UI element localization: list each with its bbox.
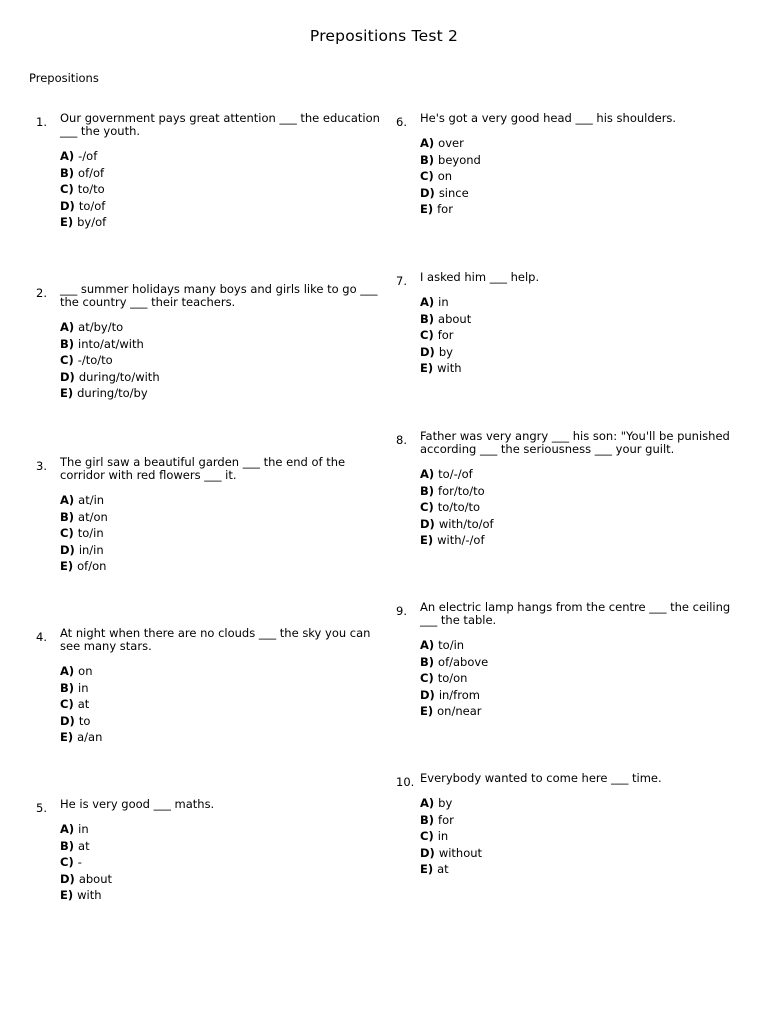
question-number: 4. (36, 630, 47, 644)
question-6 (396, 111, 740, 218)
option-a: A) -/of (60, 149, 98, 163)
question-text: The girl saw a beautiful garden ___ the end of the corridor with red flowers ___ it. (60, 455, 346, 482)
option-d: D) without (420, 845, 483, 860)
section-subtitle: Prepositions (29, 71, 99, 85)
option-d: D) since (420, 185, 469, 200)
question-3 (36, 455, 380, 575)
option-e: E) with (60, 888, 102, 902)
question-text: Everybody wanted to come here ___ time. (420, 771, 662, 785)
question-4 (36, 626, 380, 746)
option-e: E) for (420, 202, 453, 216)
question-number: 9. (396, 604, 407, 618)
option-d: D) with/to/of (420, 516, 494, 531)
option-c: C) to/to/to (420, 500, 481, 514)
question-2 (36, 282, 380, 402)
option-c: C) at (60, 697, 90, 711)
option-a: A) in (60, 822, 89, 836)
question-number: 2. (36, 286, 47, 300)
option-c: C) -/to/to (60, 353, 113, 367)
option-a: A) to/-/of (420, 467, 473, 481)
option-a: A) on (60, 664, 93, 678)
question-1 (36, 111, 380, 231)
option-e: E) on/near (420, 704, 482, 718)
option-b: B) into/at/with (60, 336, 144, 351)
option-a: A) over (420, 136, 464, 150)
question-text: ___ summer holidays many boys and girls like to go ___ the country ___ their teachers. (60, 282, 378, 309)
option-a: A) by (420, 796, 453, 810)
option-d: D) during/to/with (60, 369, 160, 384)
question-text: He's got a very good head ___ his shoulders. (420, 111, 677, 125)
option-b: B) for/to/to (420, 483, 485, 498)
option-b: B) about (420, 311, 472, 326)
page-title: Prepositions Test 2 (309, 27, 459, 45)
option-d: D) in/in (60, 542, 104, 557)
question-text: An electric lamp hangs from the centre ___ the ceiling ___ the table. (420, 600, 731, 627)
option-c: C) on (420, 169, 453, 183)
option-c: C) to/on (420, 671, 468, 685)
option-a: A) at/in (60, 493, 105, 507)
question-8 (396, 429, 740, 549)
question-number: 1. (36, 115, 47, 129)
option-b: B) at (60, 838, 90, 853)
option-e: E) during/to/by (60, 386, 148, 400)
option-d: D) about (60, 871, 112, 886)
question-number: 5. (36, 801, 47, 815)
option-c: C) - (60, 855, 82, 869)
option-e: E) of/on (60, 559, 107, 573)
option-a: A) to/in (420, 638, 465, 652)
option-b: B) in (60, 680, 89, 695)
option-e: E) a/an (60, 730, 103, 744)
option-d: D) to (60, 713, 91, 728)
option-e: E) by/of (60, 215, 107, 229)
option-d: D) to/of (60, 198, 106, 213)
question-number: 8. (396, 433, 407, 447)
question-number: 7. (396, 274, 407, 288)
question-number: 10. (396, 775, 415, 789)
question-number: 6. (396, 115, 407, 129)
option-c: C) to/in (60, 526, 104, 540)
option-b: B) for (420, 812, 454, 827)
question-9 (396, 600, 740, 720)
question-text: Father was very angry ___ his son: "You'll be punished according ___ the seriousness ___ your guilt. (420, 429, 730, 456)
question-text: Our government pays great attention ___ the education ___ the youth. (60, 111, 380, 138)
option-d: D) in/from (420, 687, 480, 702)
option-c: C) to/to (60, 182, 105, 196)
option-a: A) at/by/to (60, 320, 124, 334)
question-text: He is very good ___ maths. (60, 797, 215, 811)
option-d: D) by (420, 344, 453, 359)
question-text: I asked him ___ help. (420, 270, 540, 284)
option-e: E) at (420, 862, 449, 876)
question-10 (396, 771, 740, 878)
question-5 (36, 797, 380, 904)
option-b: B) beyond (420, 152, 481, 167)
option-a: A) in (420, 295, 449, 309)
question-text: At night when there are no clouds ___ the sky you can see many stars. (60, 626, 371, 653)
option-e: E) with (420, 361, 462, 375)
question-number: 3. (36, 459, 47, 473)
option-c: C) for (420, 328, 454, 342)
question-7 (396, 270, 740, 377)
option-b: B) of/of (60, 165, 105, 180)
option-b: B) of/above (420, 654, 489, 669)
option-e: E) with/-/of (420, 533, 485, 547)
option-b: B) at/on (60, 509, 108, 524)
option-c: C) in (420, 829, 449, 843)
